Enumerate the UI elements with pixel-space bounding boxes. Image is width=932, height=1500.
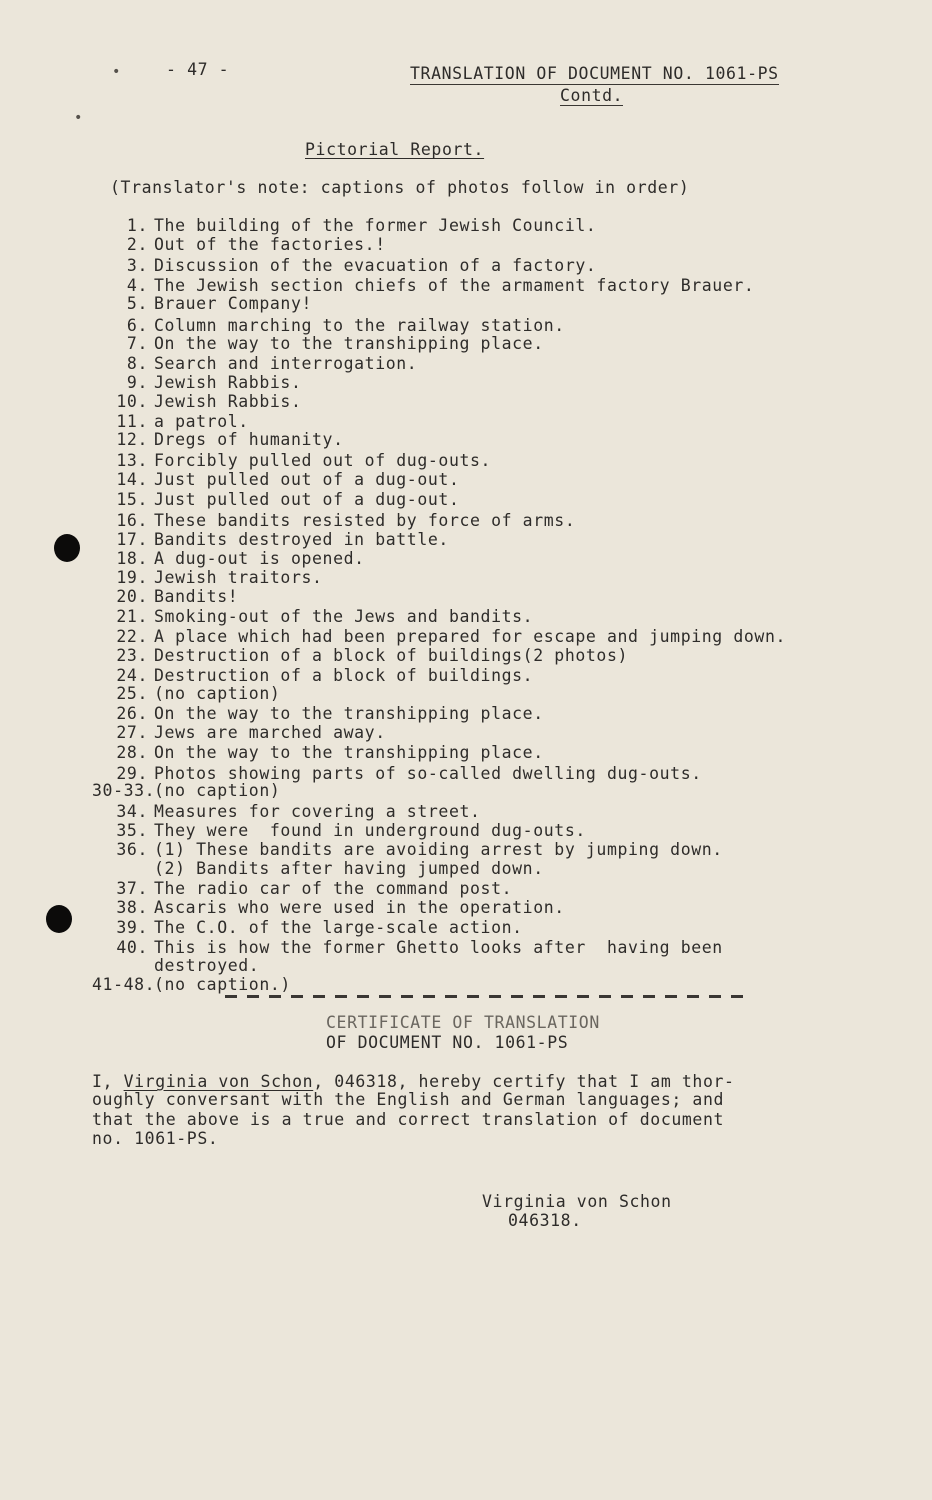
caption-item [98, 704, 838, 723]
caption-text: destroyed. [154, 956, 260, 975]
caption-text: This is how the former Ghetto looks after having been [154, 938, 723, 957]
caption-number: 40. [116, 938, 148, 957]
caption-item [92, 781, 832, 800]
caption-text: On the way to the transhipping place. [154, 334, 544, 353]
page-number: - 47 - [166, 60, 230, 79]
caption-text: On the way to the transhipping place. [154, 704, 544, 723]
caption-number: 19. [116, 568, 148, 587]
certificate-paragraph-line [92, 1072, 735, 1091]
caption-number: 8. [126, 354, 148, 373]
caption-text: Search and interrogation. [154, 354, 418, 373]
caption-item [98, 256, 838, 275]
caption-number: 1. [126, 216, 148, 235]
caption-text: Column marching to the railway station. [154, 316, 565, 335]
caption-item [98, 470, 838, 489]
caption-item [98, 898, 838, 917]
caption-number: 41-48. [92, 975, 156, 994]
caption-item [98, 316, 838, 335]
caption-item [98, 511, 838, 530]
caption-number: 15. [116, 490, 148, 509]
caption-text: Just pulled out of a dug-out. [154, 490, 460, 509]
caption-number: 9. [126, 373, 148, 392]
caption-item [98, 684, 838, 703]
caption-item [98, 956, 838, 975]
caption-item [98, 587, 838, 606]
certificate-heading: CERTIFICATE OF TRANSLATION [326, 1013, 600, 1032]
caption-number: 29. [116, 764, 148, 783]
caption-text: a patrol. [154, 412, 249, 431]
caption-text: Destruction of a block of buildings(2 photos) [154, 646, 629, 665]
caption-item [98, 666, 838, 685]
caption-number: 35. [116, 821, 148, 840]
caption-text: The C.O. of the large-scale action. [154, 918, 523, 937]
caption-number: 2. [126, 235, 148, 254]
caption-number: 4. [126, 276, 148, 295]
translator-note: (Translator's note: captions of photos follow in order) [110, 178, 690, 197]
caption-number: 3. [126, 256, 148, 275]
caption-item [98, 392, 838, 411]
caption-number: 16. [116, 511, 148, 530]
caption-number: 39. [116, 918, 148, 937]
punch-hole [46, 905, 72, 933]
caption-number: 22. [116, 627, 148, 646]
caption-item [98, 530, 838, 549]
caption-text: (1) These bandits are avoiding arrest by jumping down. [154, 840, 723, 859]
punch-hole [54, 534, 80, 562]
caption-text: Measures for covering a street. [154, 802, 481, 821]
certificate-paragraph-line: oughly conversant with the English and German languages; and [92, 1090, 725, 1109]
caption-number: 17. [116, 530, 148, 549]
caption-item [98, 549, 838, 568]
caption-number: 13. [116, 451, 148, 470]
caption-text: Ascaris who were used in the operation. [154, 898, 565, 917]
stray-mark: • [74, 110, 83, 126]
certificate-subheading: OF DOCUMENT NO. 1061-PS [326, 1033, 569, 1052]
caption-number: 38. [116, 898, 148, 917]
caption-number: 10. [116, 392, 148, 411]
caption-number: 28. [116, 743, 148, 762]
caption-item [98, 568, 838, 587]
caption-item [98, 646, 838, 665]
caption-item [98, 276, 838, 295]
caption-number: 11. [116, 412, 148, 431]
continued-note: Contd. [560, 86, 624, 105]
caption-item [98, 490, 838, 509]
caption-text: (2) Bandits after having jumped down. [154, 859, 544, 878]
caption-number: 20. [116, 587, 148, 606]
caption-text: Out of the factories.! [154, 235, 386, 254]
caption-text: Forcibly pulled out of dug-outs. [154, 451, 492, 470]
caption-item [98, 723, 838, 742]
caption-item [98, 840, 838, 859]
caption-item [98, 607, 838, 626]
signature-number: 046318. [508, 1211, 582, 1230]
caption-text: Smoking-out of the Jews and bandits. [154, 607, 534, 626]
caption-item [98, 451, 838, 470]
caption-item [98, 216, 838, 235]
caption-number: 7. [126, 334, 148, 353]
caption-text: On the way to the transhipping place. [154, 743, 544, 762]
caption-item [98, 334, 838, 353]
caption-text: Jewish traitors. [154, 568, 323, 587]
caption-number: 18. [116, 549, 148, 568]
document-reference: TRANSLATION OF DOCUMENT NO. 1061-PS [410, 64, 779, 83]
caption-item [98, 354, 838, 373]
caption-number: 14. [116, 470, 148, 489]
caption-text: Jewish Rabbis. [154, 392, 302, 411]
caption-text: Bandits! [154, 587, 239, 606]
caption-text: (no caption) [154, 684, 281, 703]
signature-name: Virginia von Schon [482, 1192, 672, 1211]
caption-number: 36. [116, 840, 148, 859]
caption-text: (no caption.) [154, 975, 291, 994]
caption-text: Brauer Company! [154, 294, 313, 313]
certificate-prefix: I, [92, 1072, 124, 1091]
caption-number: 6. [126, 316, 148, 335]
caption-number: 27. [116, 723, 148, 742]
certificate-paragraph-line: no. 1061-PS. [92, 1129, 219, 1148]
caption-text: Jewish Rabbis. [154, 373, 302, 392]
caption-item [98, 235, 838, 254]
caption-text: Dregs of humanity. [154, 430, 344, 449]
caption-item [92, 975, 832, 994]
caption-number: 21. [116, 607, 148, 626]
caption-number: 23. [116, 646, 148, 665]
caption-item [98, 938, 838, 957]
caption-text: Bandits destroyed in battle. [154, 530, 449, 549]
caption-text: Discussion of the evacuation of a factory. [154, 256, 597, 275]
signer-name: Virginia von Schon [123, 1072, 314, 1091]
caption-number: 37. [116, 879, 148, 898]
caption-text: Just pulled out of a dug-out. [154, 470, 460, 489]
separator-line [225, 995, 745, 998]
caption-number: 25. [116, 684, 148, 703]
caption-item [98, 859, 838, 878]
page-title: Pictorial Report. [305, 140, 485, 159]
caption-text: Photos showing parts of so-called dwelling dug-outs. [154, 764, 702, 783]
caption-number: 30-33. [92, 781, 156, 800]
caption-item [98, 802, 838, 821]
caption-text: A place which had been prepared for escape and jumping down. [154, 627, 787, 646]
caption-item [98, 821, 838, 840]
caption-number: 24. [116, 666, 148, 685]
caption-text: These bandits resisted by force of arms. [154, 511, 576, 530]
caption-number: 26. [116, 704, 148, 723]
caption-item [98, 412, 838, 431]
caption-text: Destruction of a block of buildings. [154, 666, 534, 685]
caption-number: 34. [116, 802, 148, 821]
caption-text: The building of the former Jewish Council. [154, 216, 597, 235]
caption-item [98, 430, 838, 449]
caption-number: 12. [116, 430, 148, 449]
certificate-text: , 046318, hereby certify that I am thor- [313, 1072, 735, 1091]
caption-text: The Jewish section chiefs of the armament factory Brauer. [154, 276, 755, 295]
caption-text: (no caption) [154, 781, 281, 800]
caption-text: A dug-out is opened. [154, 549, 365, 568]
caption-item [98, 294, 838, 313]
caption-text: Jews are marched away. [154, 723, 386, 742]
caption-item [98, 627, 838, 646]
certificate-paragraph-line: that the above is a true and correct translation of document [92, 1110, 725, 1129]
caption-text: The radio car of the command post. [154, 879, 513, 898]
caption-item [98, 373, 838, 392]
caption-item [98, 918, 838, 937]
caption-item [98, 879, 838, 898]
caption-text: They were found in underground dug-outs. [154, 821, 586, 840]
caption-number: 5. [126, 294, 148, 313]
caption-item [98, 743, 838, 762]
stray-mark: • [112, 64, 121, 80]
